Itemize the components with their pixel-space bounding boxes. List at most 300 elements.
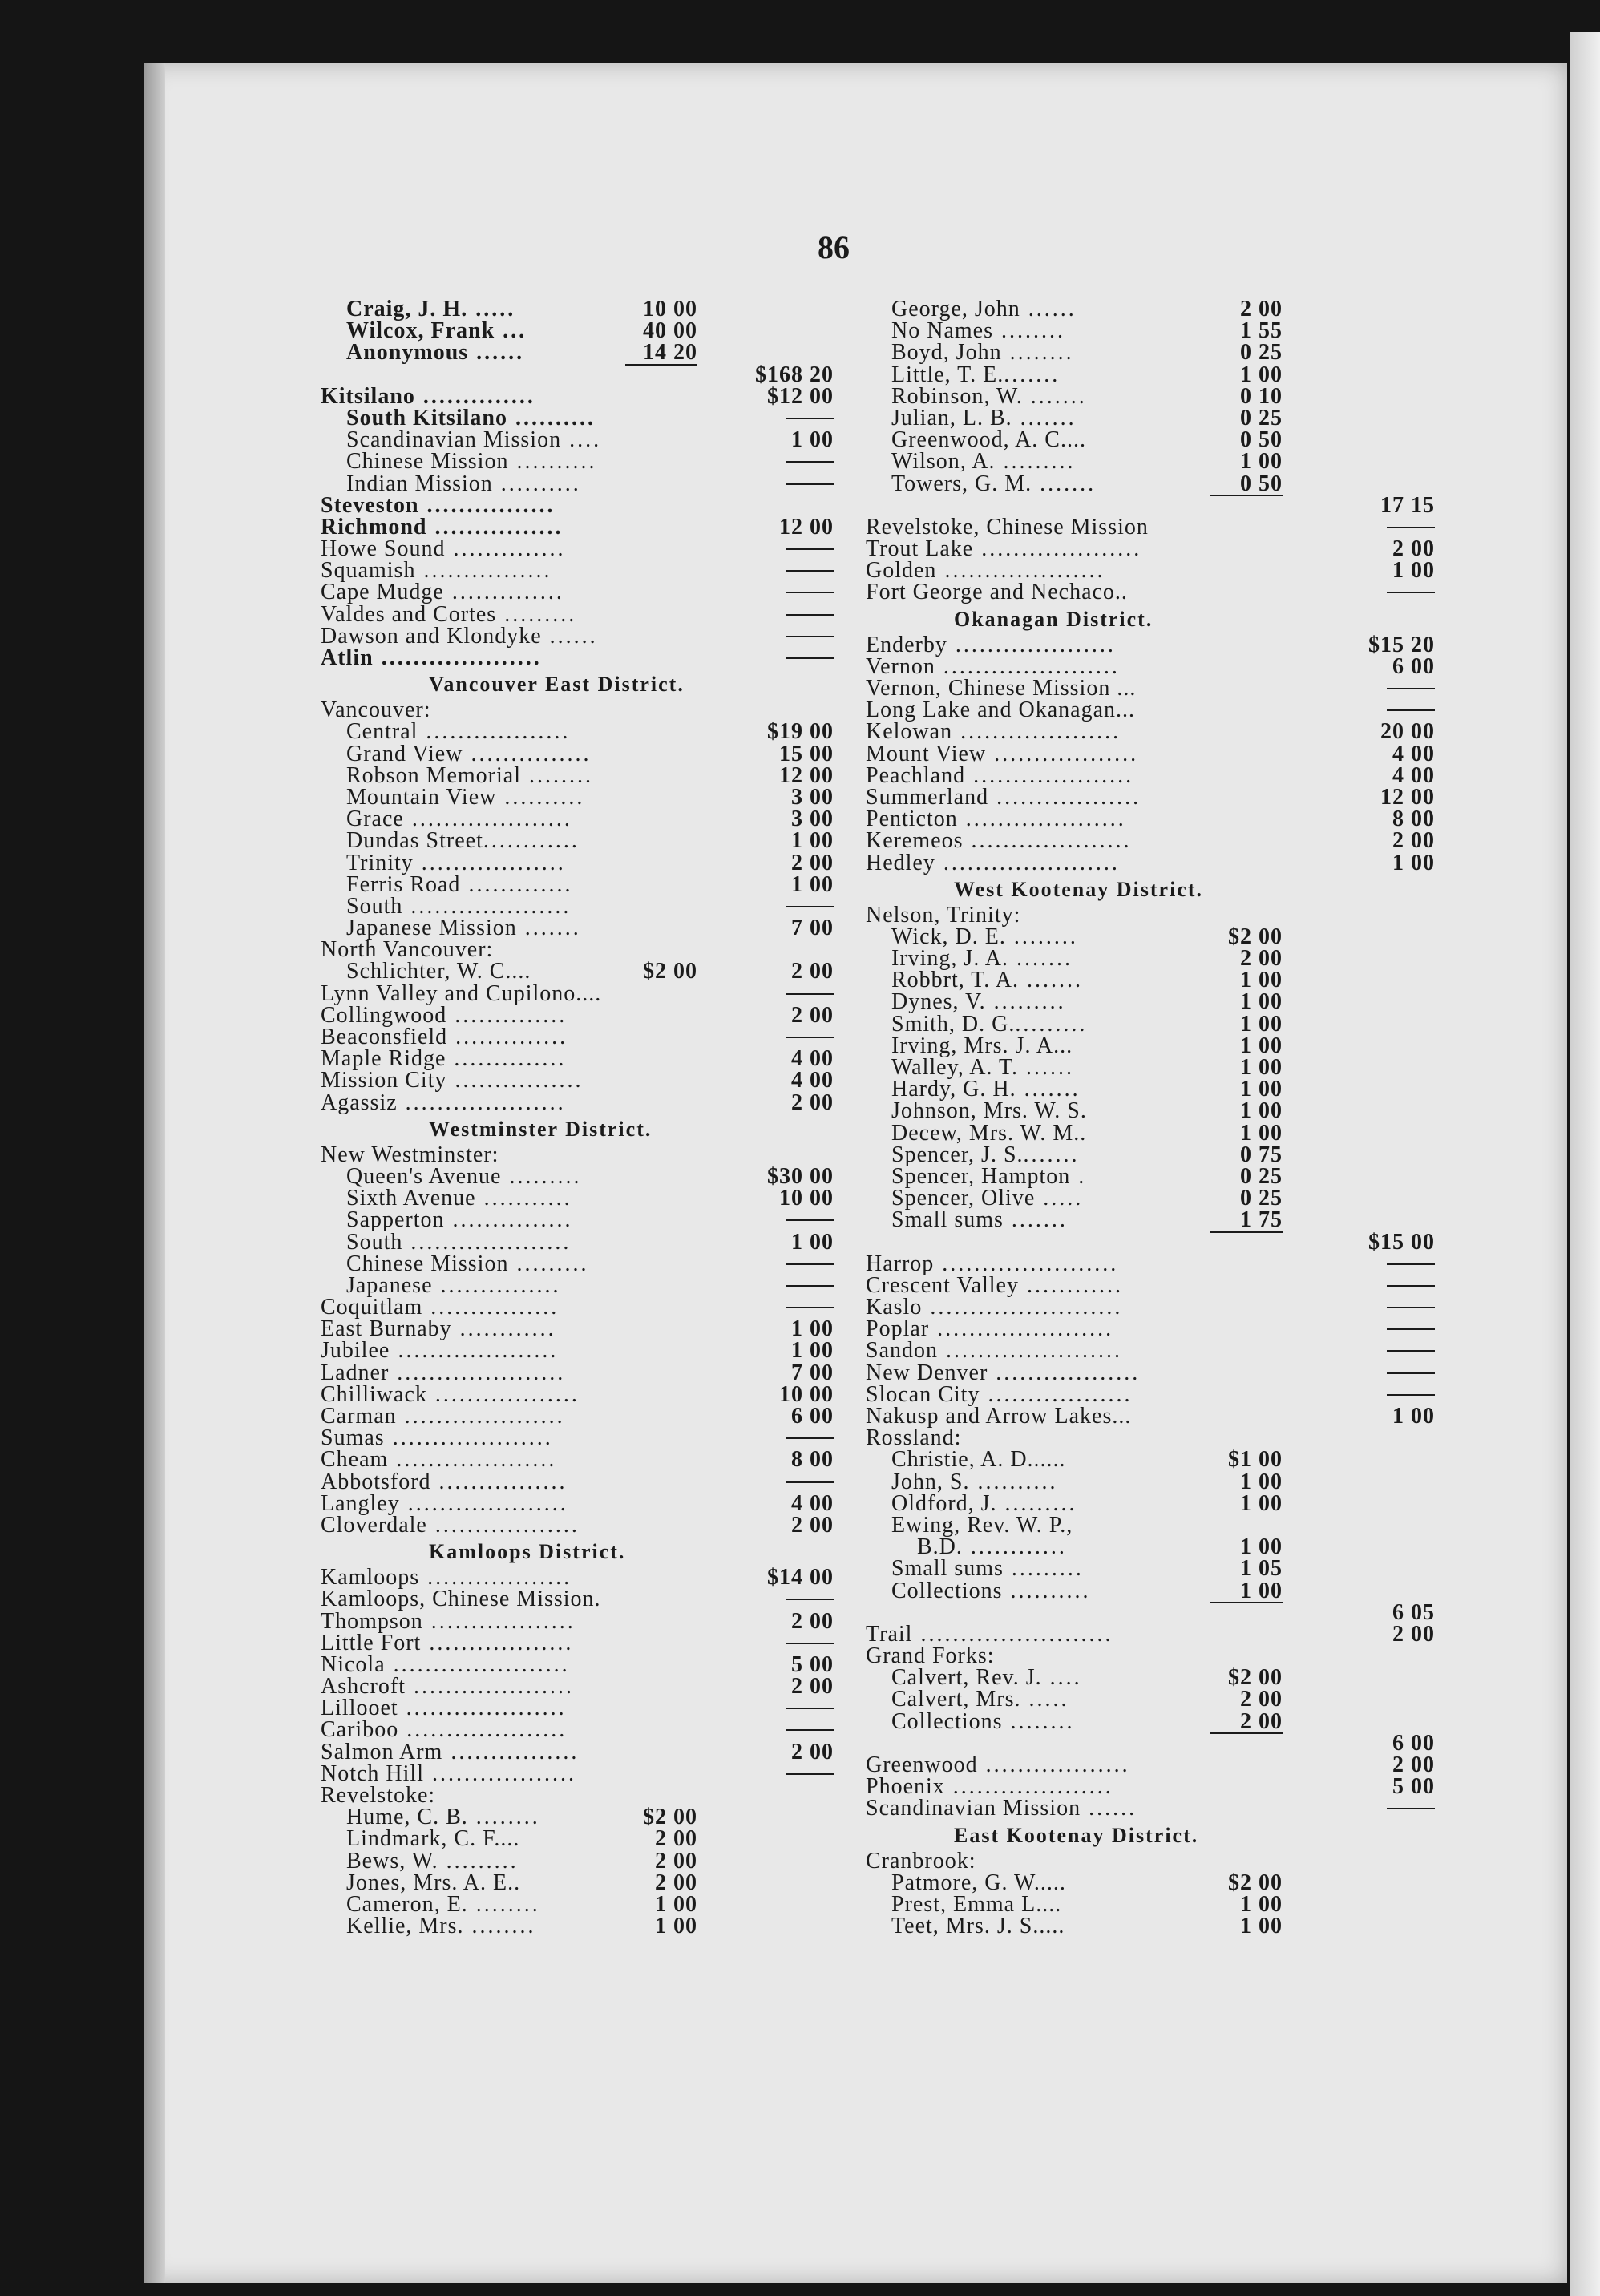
district-heading: West Kootenay District. (954, 877, 1204, 901)
entry-name: Greenwood, A. C.... (891, 427, 1086, 453)
entry-total: 12 00 (1380, 784, 1435, 810)
entry-name: Crescent Valley ............ (866, 1272, 1123, 1298)
ledger-row (321, 1741, 842, 1763)
entry-amount: 1 00 (1240, 362, 1283, 387)
entry-total: 1 00 (791, 427, 834, 453)
ledger-row (866, 1850, 1395, 1872)
entry-name: Smith, D. G.......... (891, 1011, 1088, 1037)
no-contribution-dash (1387, 1808, 1435, 1809)
ledger-row (321, 895, 842, 917)
entry-total: 5 00 (791, 1651, 834, 1677)
entry-name: Kitsilano .............. (321, 383, 535, 409)
entry-name: South .................... (346, 1229, 572, 1255)
ledger-row (866, 1688, 1395, 1710)
no-contribution-dash (786, 906, 834, 907)
ledger-row (321, 340, 842, 366)
entry-name: Irving, J. A. ....... (891, 946, 1073, 972)
ledger-row (866, 1730, 1435, 1756)
ledger-row (321, 364, 842, 386)
no-contribution-dash (786, 548, 834, 550)
entry-name: Teet, Mrs. J. S..... (891, 1914, 1065, 1939)
no-contribution-dash (786, 1263, 834, 1265)
entry-total: $15 00 (1368, 1229, 1435, 1255)
ledger-row (321, 1144, 842, 1166)
entry-total: 1 00 (1392, 558, 1435, 584)
ledger-row (321, 719, 842, 745)
ledger-row (866, 1580, 1395, 1602)
entry-name: Calvert, Rev. J. .... (891, 1665, 1082, 1691)
ledger-row (866, 969, 1395, 991)
entry-name: Towers, G. M. ....... (891, 471, 1097, 496)
no-contribution-dash (786, 592, 834, 593)
ledger-row (866, 1915, 1395, 1937)
ledger-row (321, 429, 842, 451)
entry-total: $14 00 (767, 1565, 834, 1591)
ledger-row (866, 632, 1435, 657)
ledger-row (866, 1229, 1435, 1255)
entry-name: Dawson and Klondyke ...... (321, 623, 598, 649)
entry-amount: 2 00 (1240, 297, 1283, 321)
entry-name: Decew, Mrs. W. M.. (891, 1120, 1087, 1146)
entry-total: 6 00 (1392, 1730, 1435, 1756)
entry-name: Thompson .................. (321, 1608, 576, 1634)
entry-amount: 1 00 (1240, 1914, 1283, 1939)
entry-name: South .................... (346, 893, 572, 919)
no-contribution-dash (786, 461, 834, 463)
entry-name: Nakusp and Arrow Lakes... (866, 1404, 1132, 1429)
entry-name: Kellie, Mrs. ........ (346, 1914, 536, 1939)
ledger-row (321, 1231, 842, 1253)
entry-name: Summerland .................. (866, 784, 1141, 810)
entry-total: 2 00 (791, 1739, 834, 1764)
entry-name: Dundas Street............ (346, 828, 580, 854)
ledger-row (866, 1752, 1435, 1777)
entry-name: Japanese Mission ....... (346, 916, 581, 941)
ledger-row (321, 601, 842, 627)
ledger-row (321, 647, 842, 669)
entry-total: 5 00 (1392, 1774, 1435, 1800)
entry-total: $168 20 (755, 362, 834, 387)
ledger-row (321, 762, 842, 788)
ledger-row (321, 1272, 842, 1298)
entry-amount: 10 00 (643, 297, 697, 321)
entry-name: Harrop ...................... (866, 1251, 1119, 1276)
no-contribution-dash (1387, 1307, 1435, 1308)
no-contribution-dash (1387, 527, 1435, 528)
ledger-row (866, 1338, 1395, 1364)
entry-name: Robson Memorial ........ (346, 762, 593, 788)
ledger-row (866, 449, 1395, 475)
ledger-row (321, 558, 842, 584)
ledger-row (321, 871, 842, 897)
entry-name: Scandinavian Mission ...... (866, 1796, 1137, 1821)
entry-total: 7 00 (791, 1360, 834, 1385)
entry-name: New Denver .................. (866, 1360, 1141, 1385)
no-contribution-dash (786, 570, 834, 572)
entry-name: Agassiz .................... (321, 1089, 566, 1115)
entry-name: Salmon Arm ................ (321, 1739, 580, 1764)
ledger-row (866, 850, 1435, 875)
entry-total: 2 00 (1392, 828, 1435, 854)
district-heading-row (321, 669, 842, 699)
ledger-row (866, 1404, 1435, 1429)
ledger-row (321, 1046, 842, 1072)
entry-total: 6 00 (1392, 653, 1435, 679)
ledger-row (321, 625, 842, 647)
entry-name: George, John ...... (891, 297, 1077, 321)
district-heading: Okanagan District. (954, 607, 1154, 631)
entry-name: Little, T. E........ (891, 362, 1061, 387)
ledger-row (866, 1872, 1395, 1894)
ledger-row (866, 1621, 1435, 1647)
entry-name: Vernon ...................... (866, 653, 1120, 679)
entry-amount: 0 25 (1240, 1186, 1283, 1211)
entry-name: Little Fort .................. (321, 1630, 574, 1655)
entry-name: Ladner ..................... (321, 1360, 566, 1385)
ledger-row (866, 1318, 1395, 1340)
ledger-row (321, 1651, 842, 1677)
entry-name: Chilliwack .................. (321, 1381, 580, 1407)
entry-total: 3 00 (791, 806, 834, 832)
entry-total: 1 00 (1392, 850, 1435, 875)
no-contribution-dash (786, 1729, 834, 1731)
entry-amount: 1 00 (655, 1891, 697, 1917)
ledger-row (321, 1760, 842, 1786)
ledger-row (866, 581, 1395, 603)
entry-amount: 1 00 (1240, 1033, 1283, 1058)
entry-name: Sandon ...................... (866, 1338, 1122, 1364)
no-contribution-dash (786, 483, 834, 485)
ledger-row (866, 762, 1435, 788)
ledger-row (866, 1774, 1435, 1800)
entry-total: $15 20 (1368, 632, 1435, 657)
ledger-row (321, 1826, 842, 1852)
entry-name: Slocan City .................. (866, 1381, 1133, 1407)
entry-name: Craig, J. H. ..... (346, 297, 516, 321)
ledger-row (866, 904, 1395, 926)
entry-total: 2 00 (1392, 1752, 1435, 1777)
no-contribution-dash (1387, 1372, 1435, 1374)
entry-total: 4 00 (791, 1068, 834, 1093)
entry-name: Nelson, Trinity: (866, 902, 1021, 928)
entry-total: 15 00 (779, 741, 834, 766)
entry-total: 2 00 (791, 1608, 834, 1634)
entry-name: Grand Forks: (866, 1643, 995, 1669)
district-heading-row (866, 604, 1395, 634)
ledger-row (321, 1850, 842, 1872)
no-contribution-dash (786, 1708, 834, 1709)
entry-total: 12 00 (779, 762, 834, 788)
entry-name: Atlin .................... (321, 645, 542, 670)
entry-total: 12 00 (779, 514, 834, 540)
ledger-row (866, 1209, 1395, 1231)
entry-name: Carman .................... (321, 1404, 565, 1429)
subtotal-rule (1210, 1231, 1283, 1233)
ledger-row (866, 1122, 1395, 1144)
ledger-row (321, 1514, 842, 1536)
entry-total: $30 00 (767, 1163, 834, 1189)
entry-name: Boyd, John ........ (891, 340, 1074, 366)
page-number: 86 (818, 229, 850, 265)
no-contribution-dash (1387, 1350, 1435, 1352)
entry-total: 8 00 (1392, 806, 1435, 832)
ledger-row (321, 1785, 842, 1806)
entry-name: Greenwood .................. (866, 1752, 1130, 1777)
ledger-row (866, 1163, 1395, 1189)
entry-amount: 0 25 (1240, 1163, 1283, 1189)
ledger-row (321, 1163, 842, 1189)
entry-total: 8 00 (791, 1447, 834, 1473)
entry-amount: 1 05 (1240, 1556, 1283, 1582)
entry-name: Dynes, V. ......... (891, 989, 1066, 1015)
ledger-row (866, 558, 1435, 584)
entry-total: $12 00 (767, 383, 834, 409)
entry-name: Mount View .................. (866, 741, 1139, 766)
entry-name: Wilcox, Frank ... (346, 318, 527, 344)
ledger-row (866, 991, 1395, 1013)
entry-name: Cameron, E. ........ (346, 1891, 540, 1917)
no-contribution-dash (786, 614, 834, 616)
ledger-row (321, 1717, 842, 1743)
entry-name: Christie, A. D...... (891, 1447, 1066, 1473)
entry-name: Schlichter, W. C.... (346, 959, 531, 984)
subtotal-rule (1210, 495, 1283, 496)
no-contribution-dash (786, 1481, 834, 1483)
entry-name: Collections ........ (891, 1708, 1075, 1734)
entry-amount: 1 00 (1240, 449, 1283, 475)
no-contribution-dash (786, 1307, 834, 1308)
entry-amount: $2 00 (643, 959, 697, 984)
entry-name: Ferris Road ............. (346, 871, 573, 897)
ledger-row (321, 852, 842, 874)
entry-name: Sapperton ............... (346, 1207, 573, 1233)
no-contribution-dash (786, 1643, 834, 1644)
ledger-row (321, 1089, 842, 1115)
entry-name: Patmore, G. W..... (891, 1870, 1066, 1895)
entry-total: 2 00 (791, 850, 834, 875)
entry-name: Notch Hill .................. (321, 1760, 576, 1786)
ledger-row (321, 917, 842, 939)
ledger-row (321, 1187, 842, 1209)
entry-amount: 1 00 (1240, 1534, 1283, 1560)
ledger-row (321, 1674, 842, 1700)
entry-name: Chinese Mission ......... (346, 1251, 589, 1276)
entry-name: Spencer, J. S........ (891, 1142, 1080, 1167)
ledger-row (321, 298, 842, 320)
entry-amount: 1 00 (1240, 989, 1283, 1015)
ledger-row (321, 1318, 842, 1340)
ledger-row (321, 980, 842, 1006)
entry-name: Penticton .................... (866, 806, 1126, 832)
entry-name: North Vancouver: (321, 937, 494, 963)
ledger-row (321, 1806, 842, 1828)
no-contribution-dash (786, 993, 834, 995)
entry-amount: 1 00 (1240, 1098, 1283, 1124)
entry-amount: 2 00 (655, 1826, 697, 1852)
entry-amount: 0 25 (1240, 405, 1283, 430)
ledger-row (866, 1013, 1395, 1035)
ledger-row (866, 1514, 1395, 1536)
entry-name: Walley, A. T. ...... (891, 1055, 1074, 1080)
entry-name: Kamloops, Chinese Mission. (321, 1587, 601, 1612)
ledger-row (321, 1069, 842, 1091)
entry-name: Kaslo ........................ (866, 1295, 1123, 1320)
entry-total: 10 00 (779, 1381, 834, 1407)
entry-total: 20 00 (1380, 719, 1435, 745)
subtotal-rule (1210, 1732, 1283, 1734)
no-contribution-dash (1387, 1328, 1435, 1330)
entry-amount: 1 75 (1240, 1207, 1283, 1233)
entry-name: Cranbrook: (866, 1848, 976, 1874)
ledger-row (866, 1797, 1395, 1819)
ledger-row (321, 1632, 842, 1654)
entry-name: Nicola ...................... (321, 1651, 570, 1677)
entry-total: 2 00 (1392, 536, 1435, 562)
entry-name: Valdes and Cortes ......... (321, 601, 577, 627)
ledger-row (866, 429, 1395, 451)
ledger-row (321, 808, 842, 830)
entry-amount: 2 00 (1240, 1687, 1283, 1712)
entry-name: Lynn Valley and Cupilono.... (321, 980, 602, 1006)
left-column (321, 298, 842, 1937)
entry-name: Irving, Mrs. J. A... (891, 1033, 1073, 1058)
ledger-row (321, 581, 842, 603)
entry-name: Calvert, Mrs. ..... (891, 1687, 1069, 1712)
ledger-row (321, 1004, 842, 1026)
ledger-row (866, 536, 1435, 562)
ledger-row (866, 946, 1395, 972)
no-contribution-dash (1387, 688, 1435, 689)
entry-name: Trail ........................ (866, 1621, 1113, 1647)
entry-name: Rossland: (866, 1425, 962, 1451)
no-contribution-dash (1387, 1263, 1435, 1265)
entry-amount: 1 00 (655, 1914, 697, 1939)
entry-total: 1 00 (791, 1338, 834, 1364)
entry-name: Oldford, J. ......... (891, 1490, 1077, 1516)
entry-amount: 1 00 (1240, 1055, 1283, 1080)
entry-name: Peachland .................... (866, 762, 1134, 788)
ledger-row (866, 1078, 1395, 1100)
ledger-row (321, 516, 842, 538)
district-heading-row (321, 1114, 842, 1144)
entry-amount: $1 00 (1228, 1447, 1283, 1473)
ledger-row (321, 1405, 842, 1427)
no-contribution-dash (1387, 592, 1435, 593)
entry-total: 2 00 (1392, 1621, 1435, 1647)
ledger-row (866, 1035, 1395, 1057)
entry-name: No Names ........ (891, 318, 1065, 344)
entry-total: 4 00 (1392, 741, 1435, 766)
entry-amount: $2 00 (1228, 1870, 1283, 1895)
no-contribution-dash (786, 1219, 834, 1221)
ledger-row (321, 699, 842, 721)
district-heading: East Kootenay District. (954, 1823, 1199, 1847)
entry-amount: $2 00 (643, 1805, 697, 1830)
entry-name: John, S. .......... (891, 1469, 1058, 1494)
entry-name: Poplar ...................... (866, 1316, 1114, 1342)
entry-amount: 1 55 (1240, 318, 1283, 344)
entry-name: Anonymous ...... (346, 340, 525, 366)
entry-amount: 1 00 (1240, 1891, 1283, 1917)
ledger-row (866, 1144, 1395, 1166)
entry-name: Robinson, W. ....... (891, 383, 1087, 409)
page-binding-edge (144, 63, 165, 2283)
ledger-row (866, 1427, 1395, 1449)
entry-name: Cheam .................... (321, 1447, 557, 1473)
entry-name: Revelstoke: (321, 1783, 436, 1808)
entry-total: 2 00 (791, 1512, 834, 1538)
entry-name: Small sums ......... (891, 1556, 1084, 1582)
ledger-row (866, 1296, 1395, 1318)
entry-name: Hume, C. B. ........ (346, 1805, 540, 1830)
no-contribution-dash (786, 1773, 834, 1775)
entry-amount: 1 00 (1240, 1469, 1283, 1494)
entry-name: Jubilee .................... (321, 1338, 559, 1364)
ledger-row (866, 1599, 1435, 1625)
ledger-row (321, 1565, 842, 1591)
ledger-row (321, 1026, 842, 1048)
entry-name: Long Lake and Okanagan... (866, 697, 1135, 723)
ledger-row (866, 828, 1435, 854)
ledger-row (321, 828, 842, 854)
ledger-row (866, 473, 1395, 495)
entry-name: Central .................. (346, 719, 571, 745)
ledger-row (866, 1891, 1395, 1917)
ledger-row (321, 538, 842, 560)
entry-name: Hardy, G. H. ....... (891, 1077, 1081, 1102)
entry-name: Sumas .................... (321, 1425, 553, 1451)
entry-name: Japanese ............... (346, 1272, 561, 1298)
entry-name: Collections .......... (891, 1578, 1091, 1603)
entry-name: Langley .................... (321, 1490, 568, 1516)
ledger-row (321, 1872, 842, 1894)
no-contribution-dash (786, 636, 834, 637)
ledger-row (321, 1338, 842, 1364)
entry-amount: 2 00 (1240, 946, 1283, 972)
entry-name: New Westminster: (321, 1142, 499, 1167)
no-contribution-dash (1387, 1394, 1435, 1396)
entry-name: Cariboo .................... (321, 1717, 568, 1743)
entry-name: Lindmark, C. F.... (346, 1826, 520, 1852)
no-contribution-dash (1387, 709, 1435, 711)
entry-name: Bews, W. ......... (346, 1848, 519, 1874)
ledger-row (866, 383, 1395, 409)
entry-amount: 0 10 (1240, 383, 1283, 409)
ledger-row (866, 1645, 1395, 1667)
ledger-row (321, 449, 842, 475)
ledger-row (866, 677, 1395, 699)
ledger-row (866, 1381, 1395, 1407)
entry-name: Johnson, Mrs. W. S. (891, 1098, 1087, 1124)
entry-name: Revelstoke, Chinese Mission (866, 514, 1149, 540)
no-contribution-dash (786, 1437, 834, 1439)
entry-name: Queen's Avenue ......... (346, 1163, 582, 1189)
entry-total: $19 00 (767, 719, 834, 745)
entry-name: Ewing, Rev. W. P., (891, 1512, 1073, 1538)
entry-name: Enderby .................... (866, 632, 1116, 657)
ledger-row (866, 653, 1435, 679)
ledger-row (321, 383, 842, 409)
entry-name: Spencer, Olive ..... (891, 1186, 1084, 1211)
ledger-row (866, 1100, 1395, 1122)
ledger-row (866, 492, 1435, 518)
ledger-row (866, 1536, 1395, 1558)
ledger-row (866, 1490, 1395, 1516)
entry-amount: 0 75 (1240, 1142, 1283, 1167)
entry-amount: 1 00 (1240, 1077, 1283, 1102)
entry-total: 1 00 (1392, 1404, 1435, 1429)
ledger-row (866, 1447, 1395, 1473)
